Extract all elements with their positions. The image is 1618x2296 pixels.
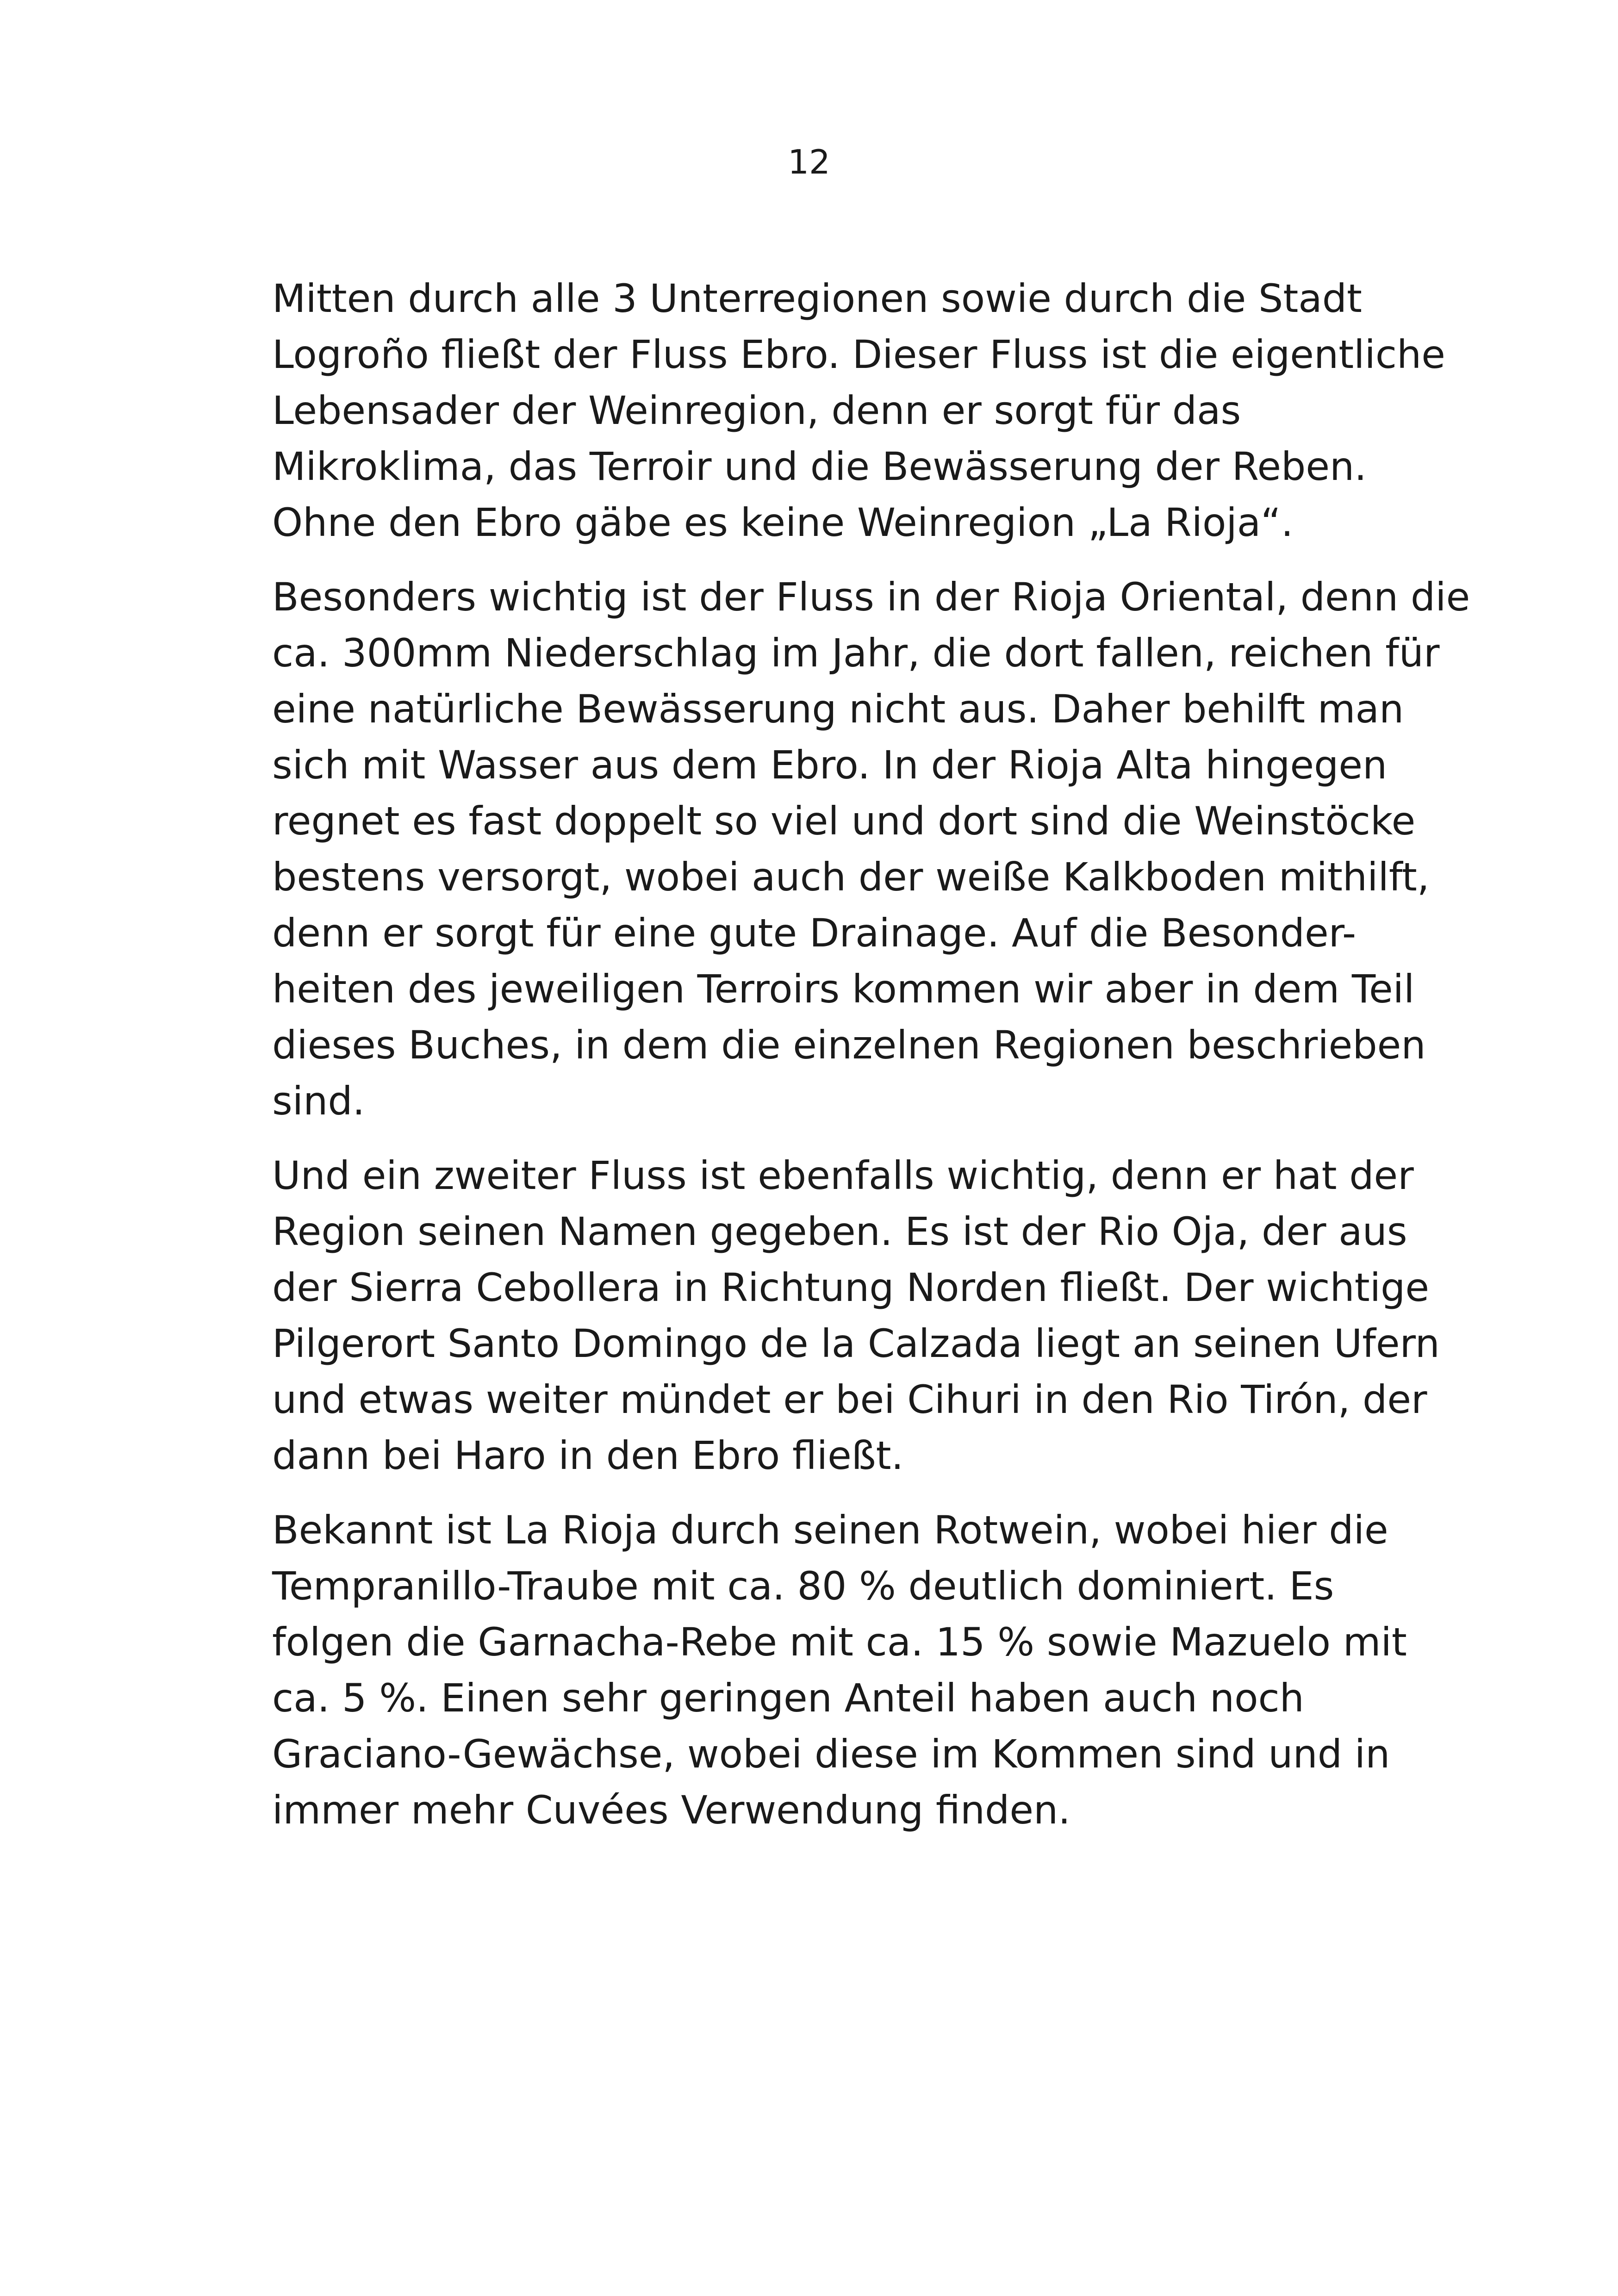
- body-text: [272, 271, 1470, 1838]
- text-line: sind.: [272, 1078, 365, 1124]
- text-line: immer mehr Cuvées Verwendung finden.: [272, 1787, 1070, 1833]
- text-line: Mikroklima, das Terroir und die Bewässerung der Reben.: [272, 444, 1367, 489]
- text-line: Besonders wichtig ist der Fluss in der Rioja Oriental, denn die: [272, 574, 1470, 620]
- text-line: Mitten durch alle 3 Unterregionen sowie durch die Stadt: [272, 276, 1362, 321]
- page-number: 12: [788, 143, 830, 181]
- paragraph: [272, 271, 1457, 551]
- text-line: dieses Buches, in dem die einzelnen Regionen beschrieben: [272, 1022, 1426, 1068]
- text-line: der Sierra Cebollera in Richtung Norden fließt. Der wichtige: [272, 1265, 1430, 1310]
- paragraph: [272, 1502, 1457, 1838]
- text-line: Pilgerort Santo Domingo de la Calzada liegt an seinen Ufern: [272, 1321, 1440, 1366]
- text-line: Logroño fließt der Fluss Ebro. Dieser Fluss ist die eigentliche: [272, 332, 1445, 377]
- text-line: ca. 5 %. Einen sehr geringen Anteil haben auch noch: [272, 1675, 1304, 1721]
- text-line: eine natürliche Bewässerung nicht aus. Daher behilft man: [272, 686, 1404, 732]
- paragraph: [272, 569, 1470, 1129]
- text-line: dann bei Haro in den Ebro fließt.: [272, 1433, 904, 1478]
- text-line: Graciano-Gewächse, wobei diese im Kommen sind und in: [272, 1731, 1390, 1777]
- text-line: Bekannt ist La Rioja durch seinen Rotwein, wobei hier die: [272, 1507, 1388, 1553]
- text-line: und etwas weiter mündet er bei Cihuri in den Rio Tirón, der: [272, 1377, 1427, 1422]
- text-line: regnet es fast doppelt so viel und dort sind die Weinstöcke: [272, 798, 1416, 844]
- text-line: Ohne den Ebro gäbe es keine Weinregion „La Rioja“.: [272, 500, 1294, 545]
- text-line: ca. 300mm Niederschlag im Jahr, die dort fallen, reichen für: [272, 630, 1440, 676]
- text-line: folgen die Garnacha-Rebe mit ca. 15 % sowie Mazuelo mit: [272, 1619, 1407, 1665]
- text-line: Region seinen Namen gegeben. Es ist der Rio Oja, der aus: [272, 1209, 1407, 1254]
- text-line: Lebensader der Weinregion, denn er sorgt für das: [272, 388, 1241, 433]
- text-line: Tempranillo-Traube mit ca. 80 % deutlich dominiert. Es: [272, 1563, 1334, 1609]
- text-line: Und ein zweiter Fluss ist ebenfalls wichtig, denn er hat der: [272, 1153, 1414, 1198]
- text-line: bestens versorgt, wobei auch der weiße Kalkboden mithilft,: [272, 854, 1430, 900]
- paragraph: [272, 1148, 1457, 1484]
- text-line: heiten des jeweiligen Terroirs kommen wir aber in dem Teil: [272, 966, 1415, 1012]
- text-line: denn er sorgt für eine gute Drainage. Auf die Besonder-: [272, 910, 1357, 956]
- text-line: sich mit Wasser aus dem Ebro. In der Rioja Alta hingegen: [272, 742, 1388, 788]
